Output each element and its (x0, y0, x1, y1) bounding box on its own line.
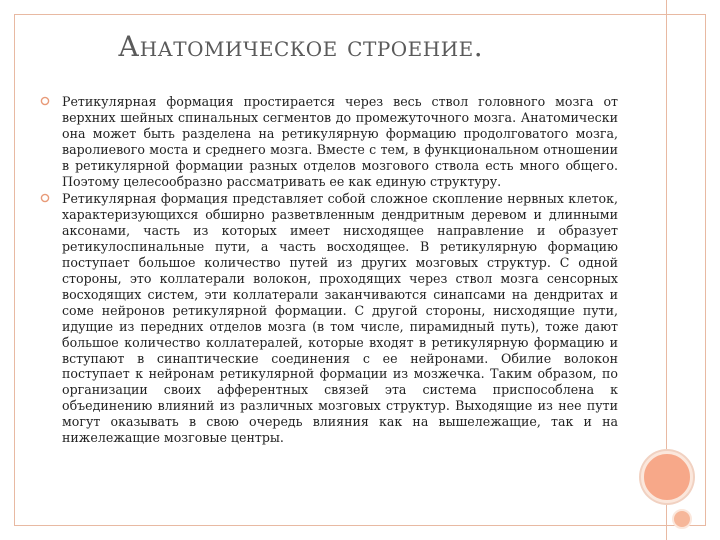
decorative-circle-large (641, 451, 693, 503)
bullet-list (40, 94, 618, 446)
bullet-item (40, 191, 618, 446)
slide-title-suffix: . (473, 30, 484, 63)
circle-bullet-icon (40, 96, 50, 106)
bullet-text: Ретикулярная формация простирается через весь ствол головного мозга от верхних шейных спинальных сегментов до промежуточного мозга. Анатомически она может быть разделена на ретикулярную формацию продолговатого мозга, варолиевого моста и среднего мозга. Вместе с тем, в функциональном отношении в ретикулярной формации разных отделов мозгового ствола есть много общего. Поэтому целесообразно рассматривать ее как единую структуру. (62, 94, 618, 189)
circle-bullet-icon (40, 193, 50, 203)
decorative-circle-small (672, 509, 692, 529)
slide-title-text: Анатомическое строение (118, 30, 474, 63)
bullet-text: Ретикулярная формация представляет собой сложное скопление нервных клеток, характеризующихся обширно разветвленным дендритным деревом и длинными аксонами, часть из которых имеет нисходящее направление и образует ретикулоспинальные пути, а часть восходящее. В ретикулярную формацию поступает большое количество путей из других мозговых структур. С одной стороны, это коллатерали волокон, проходящих через ствол мозга сенсорных восходящих систем, эти коллатерали заканчиваются синапсами на дендритах и соме нейронов ретикулярной формации. С другой стороны, нисходящие пути, идущие из передних отделов мозга (в том числе, пирамидный путь), тоже дают большое количество коллатералей, которые входят в ретикулярную формацию и вступают в синаптические соединения с ее нейронами. Обилие волокон поступает к нейронам ретикулярной формации из мозжечка. Таким образом, по организации своих афферентных связей эта система приспособлена к объединению влияний из различных мозговых структур. Выходящие из нее пути могут оказывать в свою очередь влияния как на вышележащие, так и на нижележащие мозговые центры. (62, 191, 618, 446)
slide-title (118, 30, 483, 63)
bullet-item (40, 94, 618, 189)
